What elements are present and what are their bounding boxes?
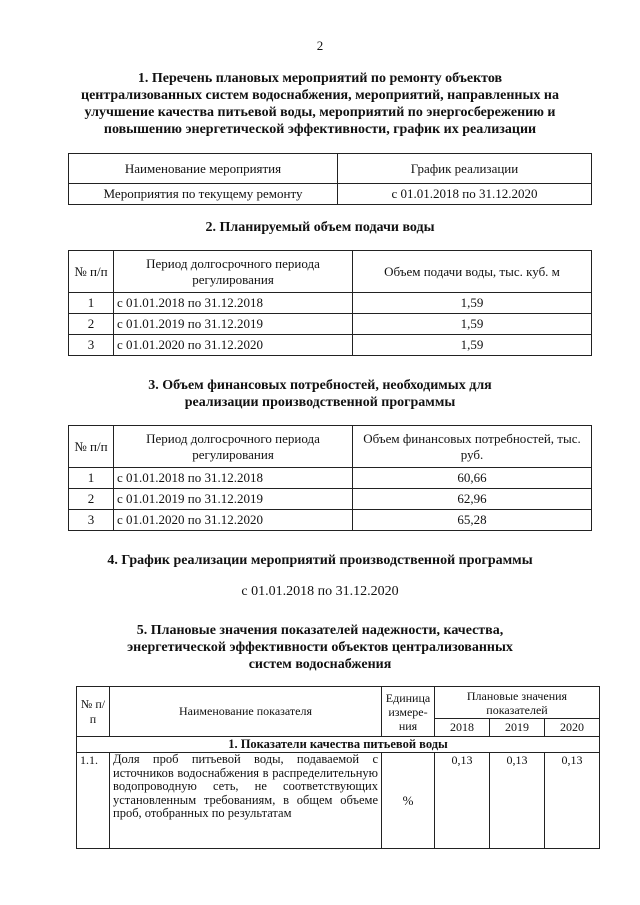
table-cell: с 01.01.2018 по 31.12.2020 [338, 184, 592, 205]
section-4-title: 4. График реализации мероприятий производственной программы [107, 553, 533, 568]
header-cell-num: № п/п [77, 687, 110, 737]
table-cell: с 01.01.2020 по 31.12.2020 [114, 510, 353, 531]
section-5-title-line: систем водоснабжения [248, 657, 392, 672]
header-cell: № п/п [69, 251, 114, 293]
header-cell-year: 2020 [545, 719, 600, 737]
table-cell: 1 [69, 468, 114, 489]
table-cell: с 01.01.2020 по 31.12.2020 [114, 335, 353, 356]
header-cell-year: 2018 [435, 719, 490, 737]
section-5-title-line: энергетической эффективности объектов централизованных [127, 640, 513, 655]
table-row [69, 293, 592, 314]
table-row [69, 510, 592, 531]
table-cell-name: Доля проб питьевой воды, подаваемой с источников водоснабжения в распределительную водопроводную сеть, не соответствующих установленным требованиям, в общем объеме проб, отобранных по результатам [110, 753, 382, 849]
header-cell-unit: Единица измере-ния [382, 687, 435, 737]
table-cell: Мероприятия по текущему ремонту [69, 184, 338, 205]
section-5-title [40, 622, 600, 673]
table-header-row [77, 687, 600, 719]
section-2-title: 2. Планируемый объем подачи воды [205, 220, 435, 235]
section-1-title-line: улучшение качества питьевой воды, мероприятий по энергосбережению и [84, 105, 556, 120]
table-row [69, 468, 592, 489]
table-cell: 1 [69, 293, 114, 314]
page-number: 2 [316, 38, 324, 53]
table-row [77, 753, 600, 849]
table-cell: 65,28 [353, 510, 592, 531]
header-cell: Объем финансовых потребностей, тыс. руб. [353, 426, 592, 468]
header-cell: № п/п [69, 426, 114, 468]
header-cell: Период долгосрочного периода регулирования [114, 251, 353, 293]
table-cell: 2 [69, 314, 114, 335]
table-row [69, 489, 592, 510]
header-cell: Период долгосрочного периода регулирования [114, 426, 353, 468]
table-cell: 60,66 [353, 468, 592, 489]
section-3-title-line: реализации производственной программы [184, 395, 456, 410]
section-1-title-line: 1. Перечень плановых мероприятий по ремонту объектов [137, 71, 503, 86]
section-1-title-line: повышению энергетической эффективности, график их реализации [103, 122, 537, 137]
table-cell: с 01.01.2019 по 31.12.2019 [114, 489, 353, 510]
table-cell: 62,96 [353, 489, 592, 510]
section-3-table [68, 425, 592, 531]
table-cell: с 01.01.2018 по 31.12.2018 [114, 468, 353, 489]
table-cell: 1,59 [353, 314, 592, 335]
table-cell-value: 0,13 [435, 753, 490, 849]
header-cell-plan: Плановые значения показателей [435, 687, 600, 719]
group-cell: 1. Показатели качества питьевой воды [77, 737, 600, 753]
header-cell: Объем подачи воды, тыс. куб. м [353, 251, 592, 293]
table-cell: 3 [69, 510, 114, 531]
table-row [69, 335, 592, 356]
table-cell: с 01.01.2019 по 31.12.2019 [114, 314, 353, 335]
table-row [69, 314, 592, 335]
table-cell: 1,59 [353, 293, 592, 314]
header-cell: График реализации [338, 154, 592, 184]
table-cell-value: 0,13 [490, 753, 545, 849]
header-cell: Наименование мероприятия [69, 154, 338, 184]
table-cell: 2 [69, 489, 114, 510]
header-cell-name: Наименование показателя [110, 687, 382, 737]
table-header-row [69, 426, 592, 468]
section-5-title-line: 5. Плановые значения показателей надежности, качества, [136, 623, 504, 638]
table-header-row [69, 251, 592, 293]
section-1-table [68, 153, 592, 205]
table-header-row [69, 154, 592, 184]
section-1-title [40, 70, 600, 138]
header-cell-year: 2019 [490, 719, 545, 737]
section-1-title-line: централизованных систем водоснабжения, мероприятий, направленных на [81, 88, 559, 103]
section-2-table [68, 250, 592, 356]
table-cell-value: 0,13 [545, 753, 600, 849]
table-row [69, 184, 592, 205]
section-4-period: с 01.01.2018 по 31.12.2020 [241, 584, 399, 599]
table-cell: с 01.01.2018 по 31.12.2018 [114, 293, 353, 314]
section-5-table [76, 686, 600, 849]
section-3-title-line: 3. Объем финансовых потребностей, необходимых для [148, 378, 492, 393]
table-cell-unit: % [382, 753, 435, 849]
table-group-row [77, 737, 600, 753]
table-cell-num: 1.1. [77, 753, 110, 849]
table-cell: 3 [69, 335, 114, 356]
table-cell: 1,59 [353, 335, 592, 356]
section-3-title [40, 377, 600, 411]
